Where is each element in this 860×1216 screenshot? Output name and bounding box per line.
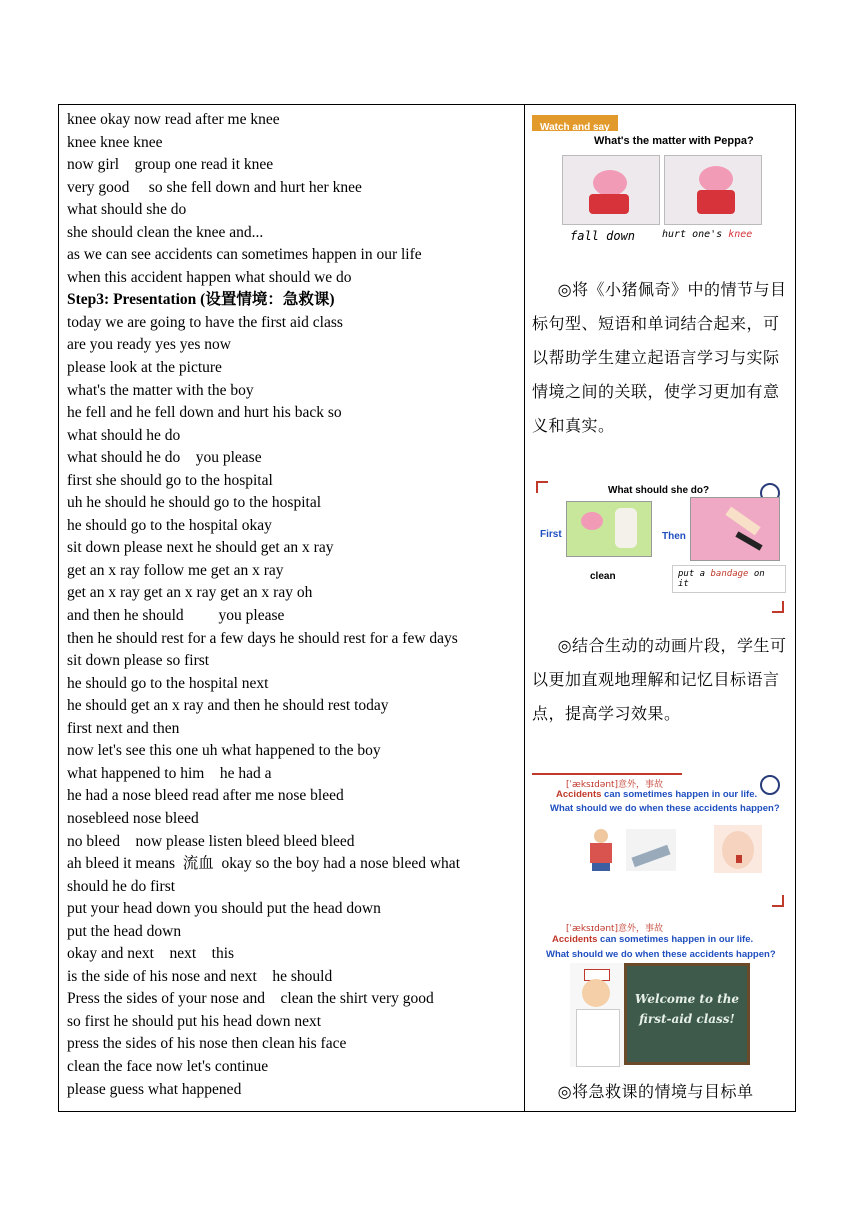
slide-title: What should she do? [608,485,710,496]
slide-first-aid-class [532,917,786,1073]
transcript-line: and then he should you please [67,607,285,625]
seal-icon [760,775,780,795]
label-bandage: put a bandage on it [672,565,786,593]
transcript-line: very good so she fell down and hurt her knee [67,178,362,196]
transcript-line: get an x ray get an x ray get an x ray oh [67,584,313,602]
bandage-image [690,497,780,561]
label-fall-down: fall down [570,229,636,243]
transcript-line: he fell and he fell down and hurt his back so [67,404,342,422]
transcript-line: she should clean the knee and... [67,223,264,241]
transcript-line: please look at the picture [67,359,222,377]
transcript-line: then he should rest for a few days he should rest for a few days [67,629,458,647]
transcript-line: today we are going to have the first aid class [67,313,343,331]
transcript-line: he should go to the hospital okay [67,516,272,534]
lesson-plan-table [58,104,796,1112]
transcript-line: clean the face now let's continue [67,1057,269,1075]
nosebleed-boy-image [714,825,762,873]
transcript-line: okay and next next this [67,945,235,963]
transcript-line: please guess what happened [67,1080,242,1098]
transcript-line: no bleed now please listen bleed bleed bleed [67,832,355,850]
doctor-image [570,963,624,1067]
transcript-line: get an x ray follow me get an x ray [67,561,284,579]
transcript-line: what should she do [67,201,187,219]
transcript-line: what should he do [67,426,181,444]
phonetic-label: [ˈæksɪdənt]意外，事故 [566,780,664,790]
transcript-line: knee knee knee [67,133,163,151]
slide-watch-and-say [532,111,786,259]
peppa-fall-image [562,155,660,225]
transcript-line: now girl group one read it knee [67,156,274,174]
transcript-line: uh he should he should go to the hospital [67,494,322,512]
peppa-clean-image [566,501,652,557]
transcript-line: he had a nose bleed read after me nose bleed [67,787,344,805]
injured-boy-image [584,829,620,871]
phonetic-label: [ˈæksɪdənt]意外，事故 [566,924,664,934]
transcript-cell [59,105,525,1111]
transcript-line: he should get an x ray and then he should rest today [67,697,389,715]
slide-accidents [532,771,786,909]
transcript-line: is the side of his nose and next he should [67,967,333,985]
note-first-aid: ◎将急救课的情境与目标单 [557,1082,754,1101]
transcript-line: what should he do you please [67,449,262,467]
question-line: What should we do when these accidents happen? [546,949,776,960]
transcript-line: are you ready yes yes now [67,336,231,354]
transcript-line: what's the matter with the boy [67,381,254,399]
transcript-line: now let's see this one uh what happened to the boy [67,742,381,760]
accidents-line: Accidents can sometimes happen in our life. [552,934,754,945]
transcript-line: ah bleed it means 流血 okay so the boy had a nose bleed what [67,855,460,873]
slide-title: What's the matter with Peppa? [594,135,754,147]
note-peppa: ◎将《小猪佩奇》中的情节与目标句型、短语和单词结合起来，可以帮助学生建立起语言学习与实际情境之间的关联，使学习更加有意义和真实。 [532,280,787,435]
transcript-line: what happened to him he had a [67,764,272,782]
transcript-line: knee okay now read after me knee [67,111,280,128]
label-hurt-knee: hurt one's knee [662,229,753,240]
question-line: What should we do when these accidents happen? [550,803,780,814]
transcript-line: so first he should put his head down next [67,1012,322,1030]
label-first: First [540,529,562,540]
transcript-line: put the head down [67,922,182,940]
transcript-line: when this accident happen what should we do [67,268,352,286]
chalkboard: Welcome to the first-aid class! [624,963,750,1065]
transcript-line: sit down please next he should get an x ray [67,539,334,557]
fallen-person-image [626,829,676,871]
transcript-line: put your head down you should put the head down [67,900,381,918]
transcript-line: first next and then [67,719,180,737]
slide-tag: Watch and say [532,115,618,131]
label-then: Then [662,531,686,542]
transcript-line: first she should go to the hospital [67,471,273,489]
transcript-line: he should go to the hospital next [67,674,269,692]
label-clean: clean [590,571,616,582]
transcript-line: nosebleed nose bleed [67,809,199,827]
peppa-hurt-image [664,155,762,225]
accidents-line: Accidents can sometimes happen in our life. [556,789,758,800]
section-heading: Step3: Presentation (设置情境：急救课) [67,291,335,309]
transcript-line: press the sides of his nose then clean his face [67,1035,347,1053]
transcript-line: should he do first [67,877,176,895]
notes-cell [525,105,795,1111]
transcript-line: Press the sides of your nose and clean the shirt very good [67,990,434,1008]
transcript-line: sit down please so first [67,652,210,670]
transcript-line: as we can see accidents can sometimes happen in our life [67,246,422,264]
note-animation: ◎结合生动的动画片段，学生可以更加直观地理解和记忆目标语言点，提高学习效果。 [532,636,787,723]
slide-what-should-she-do [532,479,786,615]
